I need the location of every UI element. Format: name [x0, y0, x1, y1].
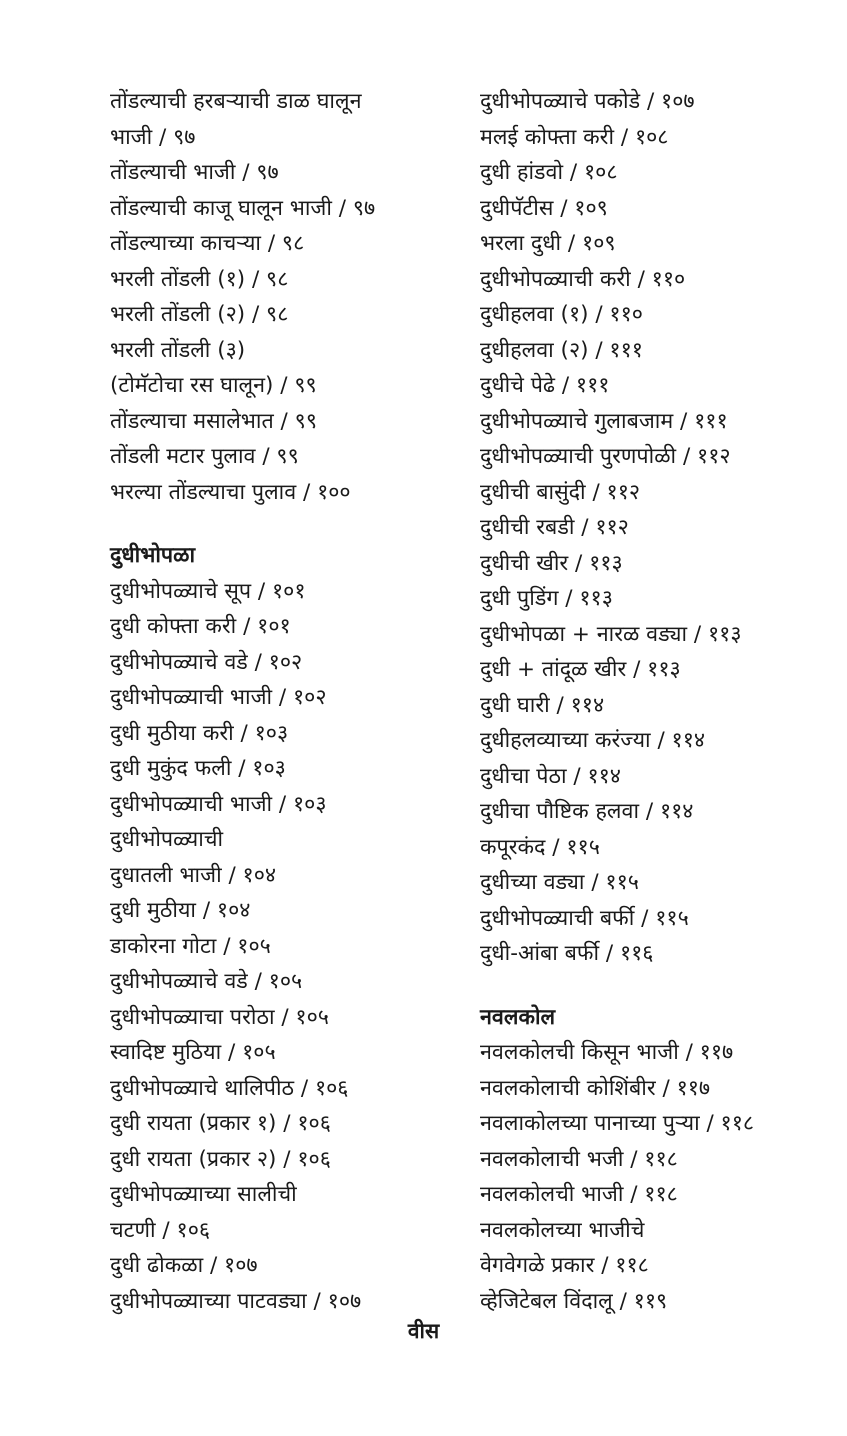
index-entry: दुधीची रबडी / ११२ [480, 515, 629, 540]
index-entry: नवलकोलाची भजी / ११८ [480, 1146, 678, 1172]
index-entry: दुधी मुठीया करी / १०३ [110, 720, 289, 746]
index-entry: दुधीहलवा (२) / १११ [480, 337, 643, 363]
index-entry: तोंडल्याची काजू घालून भाजी / ९७ [110, 195, 376, 221]
index-entry: चटणी / १०६ [110, 1217, 211, 1243]
index-entry: (टोमॅटोचा रस घालून) / ९९ [110, 373, 317, 398]
index-entry: दुधीचा पेठा / ११४ [480, 763, 621, 789]
index-entry: वेगवेगळे प्रकार / ११८ [480, 1253, 649, 1278]
index-entry: दुधीभोपळ्याची भाजी / १०२ [110, 685, 327, 710]
index-entry: दुधी रायता (प्रकार १) / १०६ [110, 1111, 331, 1136]
index-entry: तोंडल्याच्या काचऱ्या / ९८ [110, 231, 305, 256]
index-entry: नवलकोलची भाजी / ११८ [480, 1182, 678, 1207]
index-entry: तोंडल्याची हरबऱ्याची डाळ घालून [110, 89, 362, 114]
index-entry: भरल्या तोंडल्याचा पुलाव / १०० [110, 479, 351, 505]
index-entry: दुधीभोपळ्याचे गुलाबजाम / १११ [480, 408, 728, 434]
index-entry: दुधीभोपळ्याची [110, 827, 224, 852]
index-entry: भरली तोंडली (१) / ९८ [110, 266, 289, 292]
index-entry: तोंडल्याची भाजी / ९७ [110, 160, 279, 185]
index-entry: दुधीभोपळ्याची भाजी / १०३ [110, 791, 327, 817]
index-entry: दुधी ढोकळा / १०७ [110, 1253, 258, 1278]
index-entry: तोंडली मटार पुलाव / ९९ [110, 444, 299, 469]
index-entry: दुधीभोपळ्याची पुरणपोळी / ११२ [480, 444, 731, 469]
index-entry: दुधी मुठीया / १०४ [110, 898, 251, 923]
index-entry: दुधीभोपळ्याचे थालिपीठ / १०६ [110, 1075, 349, 1101]
index-entry: दुधीभोपळ्याच्या सालीची [110, 1182, 297, 1207]
index-entry: मलई कोफ्ता करी / १०८ [480, 124, 669, 150]
section-heading: दुधीभोपळा [110, 543, 196, 568]
section-spacer [110, 510, 465, 538]
index-entry: दुधीपॅटीस / १०९ [480, 195, 608, 221]
index-entry: दुधीभोपळ्याचे पकोडे / १०७ [480, 89, 695, 114]
page-number: वीस [407, 1319, 440, 1343]
index-entry: दुधी + तांदूळ खीर / ११३ [480, 657, 681, 682]
index-entry: दुधातली भाजी / १०४ [110, 862, 277, 888]
index-entry: तोंडल्याचा मसालेभात / ९९ [110, 408, 317, 434]
index-entry: दुधीभोपळ्याची करी / ११० [480, 266, 686, 292]
index-entry: स्वादिष्ट मुठिया / १०५ [110, 1040, 276, 1065]
right-column [480, 84, 830, 1319]
index-entry: दुधी-आंबा बर्फी / ११६ [480, 941, 654, 966]
index-entry: दुधीच्या वड्या / ११५ [480, 870, 639, 895]
left-column [110, 84, 465, 1319]
index-entry: भरली तोंडली (२) / ९८ [110, 302, 289, 327]
index-entry: दुधी हांडवो / १०८ [480, 160, 618, 185]
index-entry: दुधीभोपळ्याचे सूप / १०१ [110, 578, 306, 604]
index-entry: दुधीभोपळ्याचा परोठा / १०५ [110, 1004, 329, 1030]
index-entry: दुधी घारी / ११४ [480, 692, 605, 718]
index-entry: भरला दुधी / १०९ [480, 231, 616, 256]
index-entry: दुधीचे पेढे / १११ [480, 373, 610, 398]
index-entry: दुधीभोपळ्याची बर्फी / ११५ [480, 905, 689, 931]
index-entry: दुधीभोपळ्याचे वडे / १०५ [110, 969, 303, 994]
index-entry: भरली तोंडली (३) [110, 337, 246, 363]
section-heading: नवलकोल [480, 1004, 556, 1030]
index-entry: दुधीहलव्याच्या करंज्या / ११४ [480, 728, 706, 753]
index-entry: दुधीहलवा (१) / ११० [480, 302, 643, 327]
index-entry: दुधी रायता (प्रकार २) / १०६ [110, 1146, 331, 1172]
index-entry: भाजी / ९७ [110, 124, 196, 150]
index-entry: दुधीभोपळ्याच्या पाटवड्या / १०७ [110, 1288, 362, 1314]
index-entry: दुधीची खीर / ११३ [480, 550, 623, 576]
index-entry: दुधी पुडिंग / ११३ [480, 586, 613, 611]
index-entry: नवलाकोलच्या पानाच्या पुऱ्या / ११८ [480, 1111, 755, 1136]
index-entry: डाकोरना गोटा / १०५ [110, 933, 271, 959]
index-entry: कपूरकंद / ११५ [480, 834, 600, 860]
index-entry: दुधीभोपळ्याचे वडे / १०२ [110, 649, 303, 675]
index-entry: दुधीची बासुंदी / ११२ [480, 479, 641, 505]
index-entry: नवलकोलाची कोशिंबीर / ११७ [480, 1075, 711, 1101]
index-entry: दुधीचा पौष्टिक हलवा / ११४ [480, 799, 694, 824]
index-entry: दुधी मुकुंद फली / १०३ [110, 756, 286, 781]
index-entry: दुधीभोपळा + नारळ वड्या / ११३ [480, 621, 742, 647]
index-entry: नवलकोलच्या भाजीचे [480, 1217, 645, 1243]
index-entry: व्हेजिटेबल विंदालू / ११९ [480, 1288, 668, 1314]
index-entry: दुधी कोफ्ता करी / १०१ [110, 614, 291, 639]
index-entry: नवलकोलची किसून भाजी / ११७ [480, 1040, 734, 1065]
section-spacer [480, 972, 830, 1000]
